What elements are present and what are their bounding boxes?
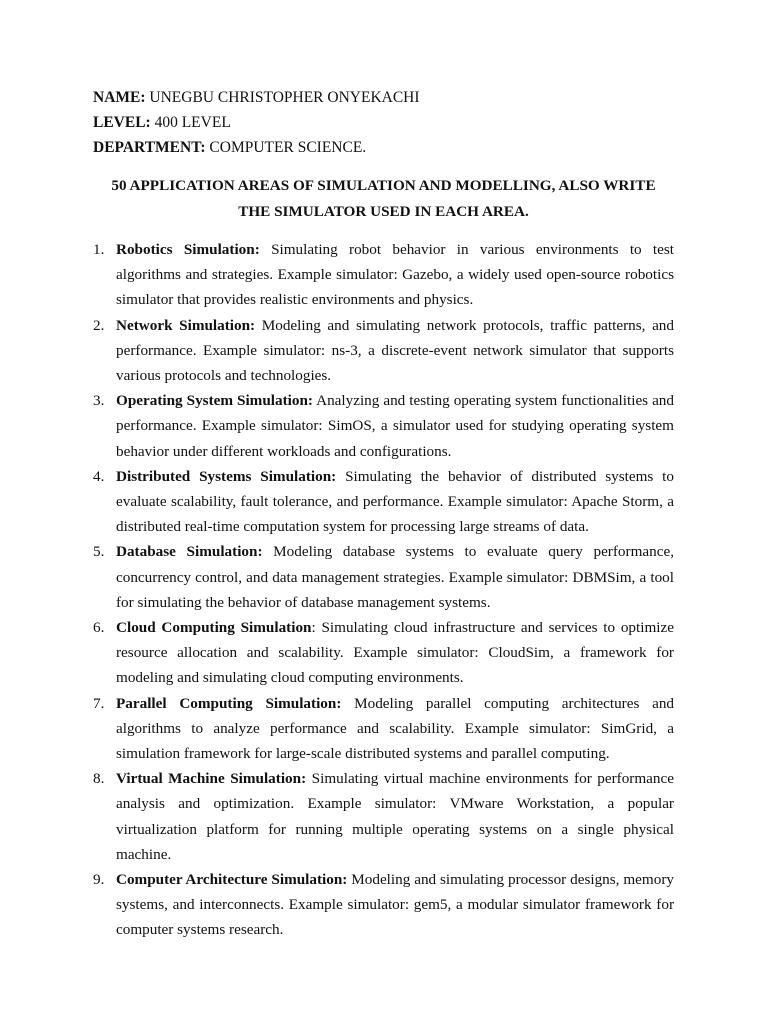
list-item <box>93 237 674 313</box>
name-value: UNEGBU CHRISTOPHER ONYEKACHI <box>149 89 420 106</box>
item-body: Modeling and simulating network protocols, traffic patterns, and performance. Example simulator: ns-3, a discrete-event network simulator that supports various protocols and technologies. <box>116 316 674 385</box>
title-line-1: 50 APPLICATION AREAS OF SIMULATION AND MODELLING, ALSO WRITE <box>111 177 656 194</box>
level-label: LEVEL: <box>93 114 151 131</box>
department-value: COMPUTER SCIENCE. <box>209 139 367 156</box>
list-item <box>93 313 674 389</box>
list-item <box>93 615 674 691</box>
department-line <box>93 135 674 160</box>
item-body: Modeling database systems to evaluate query performance, concurrency control, and data management strategies. Example simulator: DBMSim, a tool for simulating the behavior of database management systems. <box>116 543 675 611</box>
list-item <box>93 464 674 540</box>
item-number: 4. <box>93 467 105 485</box>
list-item <box>93 766 674 867</box>
item-body: Modeling parallel computing architectures and algorithms to analyze performance and scalability. Example simulator: SimGrid, a simulation framework for large-scale distributed systems and parallel computing. <box>116 694 675 763</box>
item-number: 5. <box>93 543 105 561</box>
list-item <box>93 867 674 943</box>
item-number: 3. <box>93 392 105 410</box>
item-title: Distributed Systems Simulation: <box>116 467 337 485</box>
item-title: Virtual Machine Simulation: <box>116 770 307 788</box>
item-body: Simulating the behavior of distributed systems to evaluate scalability, fault tolerance, and performance. Example simulator: Apache Storm, a distributed real-time computation system for processing large streams of data. <box>116 467 674 536</box>
level-value: 400 LEVEL <box>154 114 231 131</box>
name-line <box>93 85 674 110</box>
item-title: Parallel Computing Simulation: <box>116 694 342 712</box>
list-item <box>93 691 674 767</box>
level-line <box>93 110 674 135</box>
title-line-2: THE SIMULATOR USED IN EACH AREA. <box>238 202 529 220</box>
item-body: : Simulating cloud infrastructure and services to optimize resource allocation and scalability. Example simulator: CloudSim, a framework for modeling and simulating cloud computing environments. <box>116 619 674 687</box>
item-number: 9. <box>93 871 105 889</box>
item-body: Simulating robot behavior in various environments to test algorithms and strategies. Example simulator: Gazebo, a widely used open-source robotics simulator that provides realistic environments and physics. <box>116 241 675 309</box>
item-number: 8. <box>93 770 105 788</box>
item-number: 2. <box>93 316 105 334</box>
item-body: Modeling and simulating processor designs, memory systems, and interconnects. Example simulator: gem5, a modular simulator framework for computer systems research. <box>116 871 674 939</box>
department-label: DEPARTMENT: <box>93 139 206 156</box>
document-title <box>93 173 674 224</box>
item-body: Simulating virtual machine environments for performance analysis and optimization. Example simulator: VMware Workstation, a popular virtualization platform for running multiple operating systems on a single physical machine. <box>116 770 674 863</box>
item-title: Robotics Simulation: <box>116 241 260 258</box>
item-title: Database Simulation: <box>116 543 263 561</box>
application-area-list <box>93 237 674 943</box>
item-body: Analyzing and testing operating system functionalities and performance. Example simulator: SimOS, a simulator used for studying operating system behavior under different workloads and configurations. <box>116 392 674 460</box>
item-number: 6. <box>93 619 105 637</box>
list-item <box>93 539 674 615</box>
name-label: NAME: <box>93 89 146 106</box>
item-title: Network Simulation: <box>116 316 256 334</box>
item-number: 7. <box>93 694 105 712</box>
item-title: Computer Architecture Simulation: <box>116 871 348 889</box>
item-number: 1. <box>93 241 105 258</box>
list-item <box>93 388 674 464</box>
item-title: Operating System Simulation: <box>116 392 313 410</box>
item-title: Cloud Computing Simulation <box>116 619 312 637</box>
